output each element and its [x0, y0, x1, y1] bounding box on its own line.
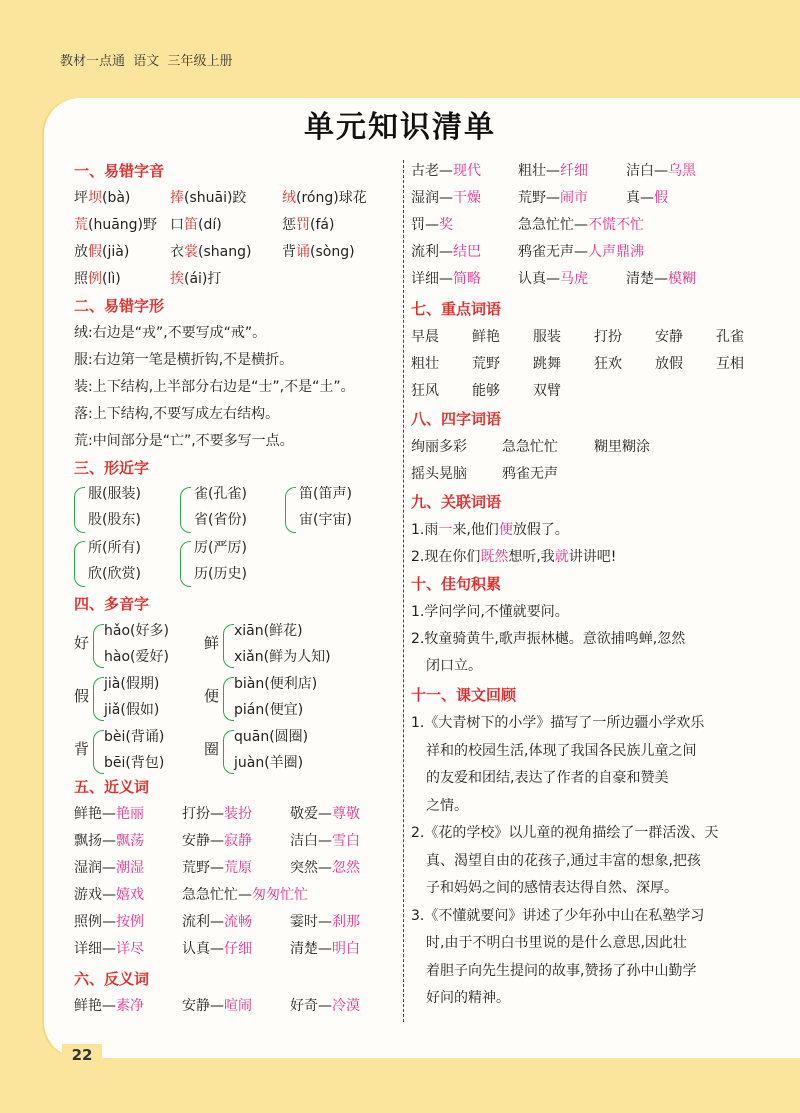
word-text: 荒	[74, 217, 88, 233]
word: 鸦雀无声—	[518, 244, 588, 260]
highlight-char: 例	[88, 271, 102, 287]
word: 湿润—	[411, 190, 453, 206]
word: 安静—	[182, 998, 224, 1014]
section-heading: 十一、课文回顾	[411, 686, 517, 704]
word-text: 背	[282, 244, 296, 260]
text-line: 荒:中间部分是“亡”,不要多写一点。	[74, 433, 294, 449]
word: 详细—	[411, 271, 453, 287]
idiom: 糊里糊涂	[594, 439, 650, 455]
key-word: 荒野	[472, 356, 500, 372]
review-line: 3.《不懂就要问》讲述了少年孙中山在私塾学习	[411, 907, 705, 924]
antonym: 马虎	[560, 271, 588, 287]
synonym-pair	[182, 803, 252, 823]
antonym-pair	[411, 241, 481, 261]
key-word: 粗壮	[411, 356, 439, 372]
word: 荒野—	[182, 860, 224, 876]
pronunciation-item	[74, 268, 121, 288]
word: 洁白—	[626, 163, 668, 179]
word-text: 捧	[170, 190, 184, 206]
pronunciation-item	[74, 241, 129, 261]
antonym-pair	[411, 214, 453, 234]
antonym-pair	[626, 187, 668, 207]
synonym-pair	[182, 884, 308, 904]
similar-char: 省(省份)	[194, 512, 247, 528]
synonym-pair	[182, 857, 252, 877]
similar-char: 厉(严厉)	[194, 540, 247, 556]
section-heading: 五、近义词	[74, 778, 150, 796]
antonym: 闹市	[560, 190, 588, 206]
review-line: 着胆子向先生提问的故事,赞扬了孙中山勤学	[426, 962, 697, 979]
word: 古老—	[411, 163, 453, 179]
synonym: 详尽	[116, 941, 144, 957]
brace-bracket	[74, 487, 85, 533]
word: 流利—	[182, 914, 224, 930]
sentence-line	[411, 546, 616, 566]
synonym-pair	[182, 911, 252, 931]
pinyin: (fá)	[310, 217, 335, 233]
synonym: 飘荡	[116, 833, 144, 849]
synonym-pair	[74, 884, 144, 904]
word-text: 惩	[282, 217, 296, 233]
reading: xiǎn(鲜为人知)	[234, 649, 331, 665]
key-word: 狂风	[411, 383, 439, 399]
pinyin: (lì)	[102, 271, 121, 287]
key-word: 打扮	[594, 329, 622, 345]
key-word: 放假	[655, 356, 683, 372]
synonym: 尊敬	[332, 806, 360, 822]
synonym: 装扮	[224, 806, 252, 822]
synonym-pair	[290, 857, 360, 877]
pinyin: (huāng)野	[88, 217, 158, 233]
highlight-char: 诵	[296, 244, 310, 260]
highlight-char: 笛	[184, 217, 198, 233]
brace-bracket	[180, 487, 191, 533]
antonym: 冷漠	[332, 998, 360, 1014]
antonym: 喧闹	[224, 998, 252, 1014]
antonym-pair	[411, 160, 481, 180]
pronunciation-item	[282, 214, 334, 234]
section-heading: 四、多音字	[74, 595, 150, 613]
idiom: 绚丽多彩	[411, 439, 467, 455]
highlight-char: 罚	[296, 217, 310, 233]
polyphone-char: 便	[204, 687, 220, 705]
similar-char: 雀(孔雀)	[194, 486, 247, 502]
antonym-pair	[626, 160, 696, 180]
word: 湿润—	[74, 860, 116, 876]
book-header: 教材一点通 语文 三年级上册	[60, 54, 233, 69]
reading: pián(便宜)	[234, 702, 304, 718]
pronunciation-item	[170, 268, 221, 288]
antonym-pair	[518, 268, 588, 288]
word-text: 放	[74, 244, 88, 260]
brace-bracket	[223, 730, 234, 774]
synonym: 流畅	[224, 914, 252, 930]
brace-bracket	[74, 541, 85, 587]
word: 鲜艳—	[74, 998, 116, 1014]
reading: hào(爱好)	[104, 649, 169, 665]
pinyin: (jià)	[102, 244, 130, 260]
word: 游戏—	[74, 887, 116, 903]
key-word: 服装	[533, 329, 561, 345]
section-heading: 九、关联词语	[411, 493, 502, 511]
synonym: 嬉戏	[116, 887, 144, 903]
antonym: 假	[654, 190, 668, 206]
word-text: 口	[170, 217, 184, 233]
pinyin: (róng)球花	[296, 190, 367, 206]
synonym-pair	[182, 830, 252, 850]
word: 流利—	[411, 244, 453, 260]
brace-bracket	[93, 730, 104, 774]
page-number: 22	[62, 1044, 102, 1066]
antonym-pair	[411, 187, 481, 207]
word-text: 绒	[282, 190, 296, 206]
similar-char: 股(股东)	[88, 512, 141, 528]
word: 急急忙忙—	[182, 887, 252, 903]
word: 清楚—	[626, 271, 668, 287]
synonym: 寂静	[224, 833, 252, 849]
pronunciation-item	[282, 187, 367, 207]
reading: hǎo(好多)	[104, 623, 169, 639]
word-text: 挨	[170, 271, 184, 287]
sentence-line	[411, 519, 569, 539]
pronunciation-item	[74, 187, 130, 207]
reading: biàn(便利店)	[234, 676, 318, 692]
reading: quān(圆圈)	[234, 729, 309, 745]
word: 好奇—	[290, 998, 332, 1014]
brace-bracket	[180, 541, 191, 587]
section-heading: 六、反义词	[74, 970, 150, 988]
synonym: 仔细	[224, 941, 252, 957]
synonym: 忽然	[332, 860, 360, 876]
word: 罚—	[411, 217, 439, 233]
synonym-pair	[74, 911, 144, 931]
conjunction: 就	[554, 549, 569, 565]
key-word: 双臂	[533, 383, 561, 399]
review-line: 真、渴望自由的花孩子,通过丰富的想象,把孩	[426, 852, 701, 869]
key-word: 能够	[472, 383, 500, 399]
highlight-char: 假	[88, 244, 102, 260]
reading: juàn(羊圈)	[234, 755, 304, 771]
word: 突然—	[290, 860, 332, 876]
antonym: 现代	[453, 163, 481, 179]
brace-bracket	[223, 624, 234, 668]
conjunction: 一	[438, 522, 453, 538]
word: 急急忙忙—	[518, 217, 588, 233]
word: 认真—	[518, 271, 560, 287]
antonym: 模糊	[668, 271, 696, 287]
sentence-text: 放假了。	[512, 522, 569, 538]
antonym: 结巴	[453, 244, 481, 260]
polyphone-char: 鲜	[204, 634, 220, 652]
word: 清楚—	[290, 941, 332, 957]
reading: xiān(鲜花)	[234, 623, 303, 639]
synonym: 按例	[116, 914, 144, 930]
section-heading: 三、形近字	[74, 459, 150, 477]
review-line: 祥和的校园生活,体现了我国各民族儿童之间	[426, 742, 697, 759]
antonym: 乌黑	[668, 163, 696, 179]
antonym-pair	[518, 187, 588, 207]
word: 详细—	[74, 941, 116, 957]
reading: bèi(背诵)	[104, 729, 165, 745]
similar-char: 笛(笛声)	[299, 486, 352, 502]
synonym-pair	[74, 938, 144, 958]
word: 洁白—	[290, 833, 332, 849]
synonym-pair	[290, 830, 360, 850]
antonym: 干燥	[453, 190, 481, 206]
sentence-text: 2.现在你们	[411, 549, 481, 565]
antonym-pair	[518, 160, 588, 180]
synonym-pair	[74, 803, 144, 823]
polyphone-char: 好	[74, 634, 90, 652]
key-word: 互相	[716, 356, 744, 372]
section-heading: 一、易错字音	[74, 162, 165, 180]
antonym-pair	[518, 214, 644, 234]
antonym-pair	[182, 995, 252, 1015]
review-line: 时,由于不明白书里说的是什么意思,因此壮	[426, 935, 687, 951]
synonym-pair	[290, 803, 360, 823]
pinyin: (ái)打	[184, 271, 222, 287]
synonym-pair	[182, 938, 252, 958]
text-line: 2.牧童骑黄牛,歌声振林樾。意欲捕鸣蝉,忽然	[411, 631, 686, 647]
idiom: 鸦雀无声	[502, 466, 558, 482]
conjunction: 既然	[480, 549, 509, 565]
similar-char: 历(历史)	[194, 566, 247, 582]
synonym: 匆匆忙忙	[252, 887, 308, 903]
text-line: 服:右边第一笔是横折钩,不是横折。	[74, 352, 294, 368]
pinyin: (shang)	[198, 244, 252, 260]
word-text: 坪	[74, 190, 88, 206]
similar-char: 所(所有)	[88, 540, 141, 556]
brace-bracket	[93, 624, 104, 668]
text-line: 闭口立。	[426, 658, 482, 674]
sentence-text: 想听,我	[508, 549, 555, 565]
section-heading: 七、重点词语	[411, 300, 502, 318]
review-line: 子和妈妈之间的感情表达得自然、深厚。	[426, 880, 678, 896]
word: 荒野—	[518, 190, 560, 206]
reading: jià(假期)	[104, 676, 160, 692]
review-line: 1.《大青树下的小学》描写了一所边疆小学欢乐	[411, 715, 705, 731]
pronunciation-item	[170, 241, 251, 261]
synonym: 艳丽	[116, 806, 144, 822]
antonym: 奖	[439, 217, 453, 233]
text-line: 1.学问学问,不懂就要问。	[411, 604, 569, 620]
word: 飘扬—	[74, 833, 116, 849]
reading: jiǎ(假如)	[104, 702, 160, 718]
word: 真—	[626, 190, 654, 206]
synonym: 刹那	[332, 914, 360, 930]
word: 认真—	[182, 941, 224, 957]
highlight-char: 裳	[184, 244, 198, 260]
text-line: 落:上下结构,不要写成左右结构。	[74, 406, 280, 422]
synonym-pair	[74, 830, 144, 850]
antonym-pair	[411, 268, 481, 288]
word: 鲜艳—	[74, 806, 116, 822]
section-heading: 二、易错字形	[74, 297, 165, 315]
key-word: 孔雀	[716, 329, 744, 345]
sentence-text: 1.雨	[411, 522, 439, 538]
review-line: 好问的精神。	[426, 990, 510, 1006]
synonym-pair	[290, 938, 360, 958]
text-line: 装:上下结构,上半部分右边是“士”,不是“土”。	[74, 379, 355, 395]
pinyin: (shuāi)跤	[184, 190, 247, 206]
key-word: 跳舞	[533, 356, 561, 372]
synonym: 雪白	[332, 833, 360, 849]
pronunciation-item	[170, 187, 246, 207]
polyphone-char: 圈	[204, 740, 220, 758]
word-text: 衣	[170, 244, 184, 260]
antonym-pair	[74, 995, 144, 1015]
pronunciation-item	[74, 214, 157, 234]
pinyin: (bà)	[102, 190, 131, 206]
similar-char: 欣(欣赏)	[88, 566, 141, 582]
column-divider	[403, 160, 404, 1022]
synonym-pair	[74, 857, 144, 877]
word: 粗壮—	[518, 163, 560, 179]
polyphone-char: 假	[74, 687, 90, 705]
section-heading: 八、四字词语	[411, 410, 502, 428]
antonym: 人声鼎沸	[588, 244, 644, 260]
antonym-pair	[518, 241, 644, 261]
section-heading: 十、佳句积累	[411, 575, 502, 593]
review-line: 2.《花的学校》以儿童的视角描绘了一群活泼、天	[411, 825, 719, 841]
key-word: 狂欢	[594, 356, 622, 372]
antonym-pair	[290, 995, 360, 1015]
word: 照例—	[74, 914, 116, 930]
synonym: 潮湿	[116, 860, 144, 876]
key-word: 早晨	[411, 329, 439, 345]
pronunciation-item	[170, 214, 222, 234]
word: 打扮—	[182, 806, 224, 822]
key-word: 鲜艳	[472, 329, 500, 345]
word-text: 照	[74, 271, 88, 287]
reading: bēi(背包)	[104, 755, 165, 771]
key-word: 安静	[655, 329, 683, 345]
antonym: 素净	[116, 998, 144, 1014]
sentence-text: 讲讲吧!	[568, 549, 617, 565]
antonym: 纤细	[560, 163, 588, 179]
text-line: 绒:右边是“戎”,不要写成“戒”。	[74, 325, 267, 341]
idiom: 摇头晃脑	[411, 466, 467, 482]
brace-bracket	[223, 677, 234, 721]
word: 霎时—	[290, 914, 332, 930]
similar-char: 服(服装)	[88, 486, 141, 502]
synonym: 明白	[332, 941, 360, 957]
antonym-pair	[626, 268, 696, 288]
sentence-text: 来,他们	[452, 522, 499, 538]
pinyin: (dí)	[198, 217, 222, 233]
word: 敬爱—	[290, 806, 332, 822]
similar-char: 宙(宇宙)	[299, 512, 352, 528]
synonym-pair	[290, 911, 360, 931]
antonym: 不慌不忙	[588, 217, 644, 233]
idiom: 急急忙忙	[502, 439, 558, 455]
antonym: 简略	[453, 271, 481, 287]
review-line: 的友爱和团结,表达了作者的自豪和赞美	[426, 770, 669, 786]
pronunciation-item	[282, 241, 355, 261]
highlight-char: 坝	[88, 190, 102, 206]
conjunction: 便	[498, 522, 513, 538]
pinyin: (sòng)	[310, 244, 355, 260]
polyphone-char: 背	[74, 740, 90, 758]
brace-bracket	[93, 677, 104, 721]
review-line: 之情。	[426, 797, 468, 814]
brace-bracket	[285, 487, 296, 533]
word: 安静—	[182, 833, 224, 849]
synonym: 荒原	[224, 860, 252, 876]
page-title: 单元知识清单	[304, 110, 496, 145]
